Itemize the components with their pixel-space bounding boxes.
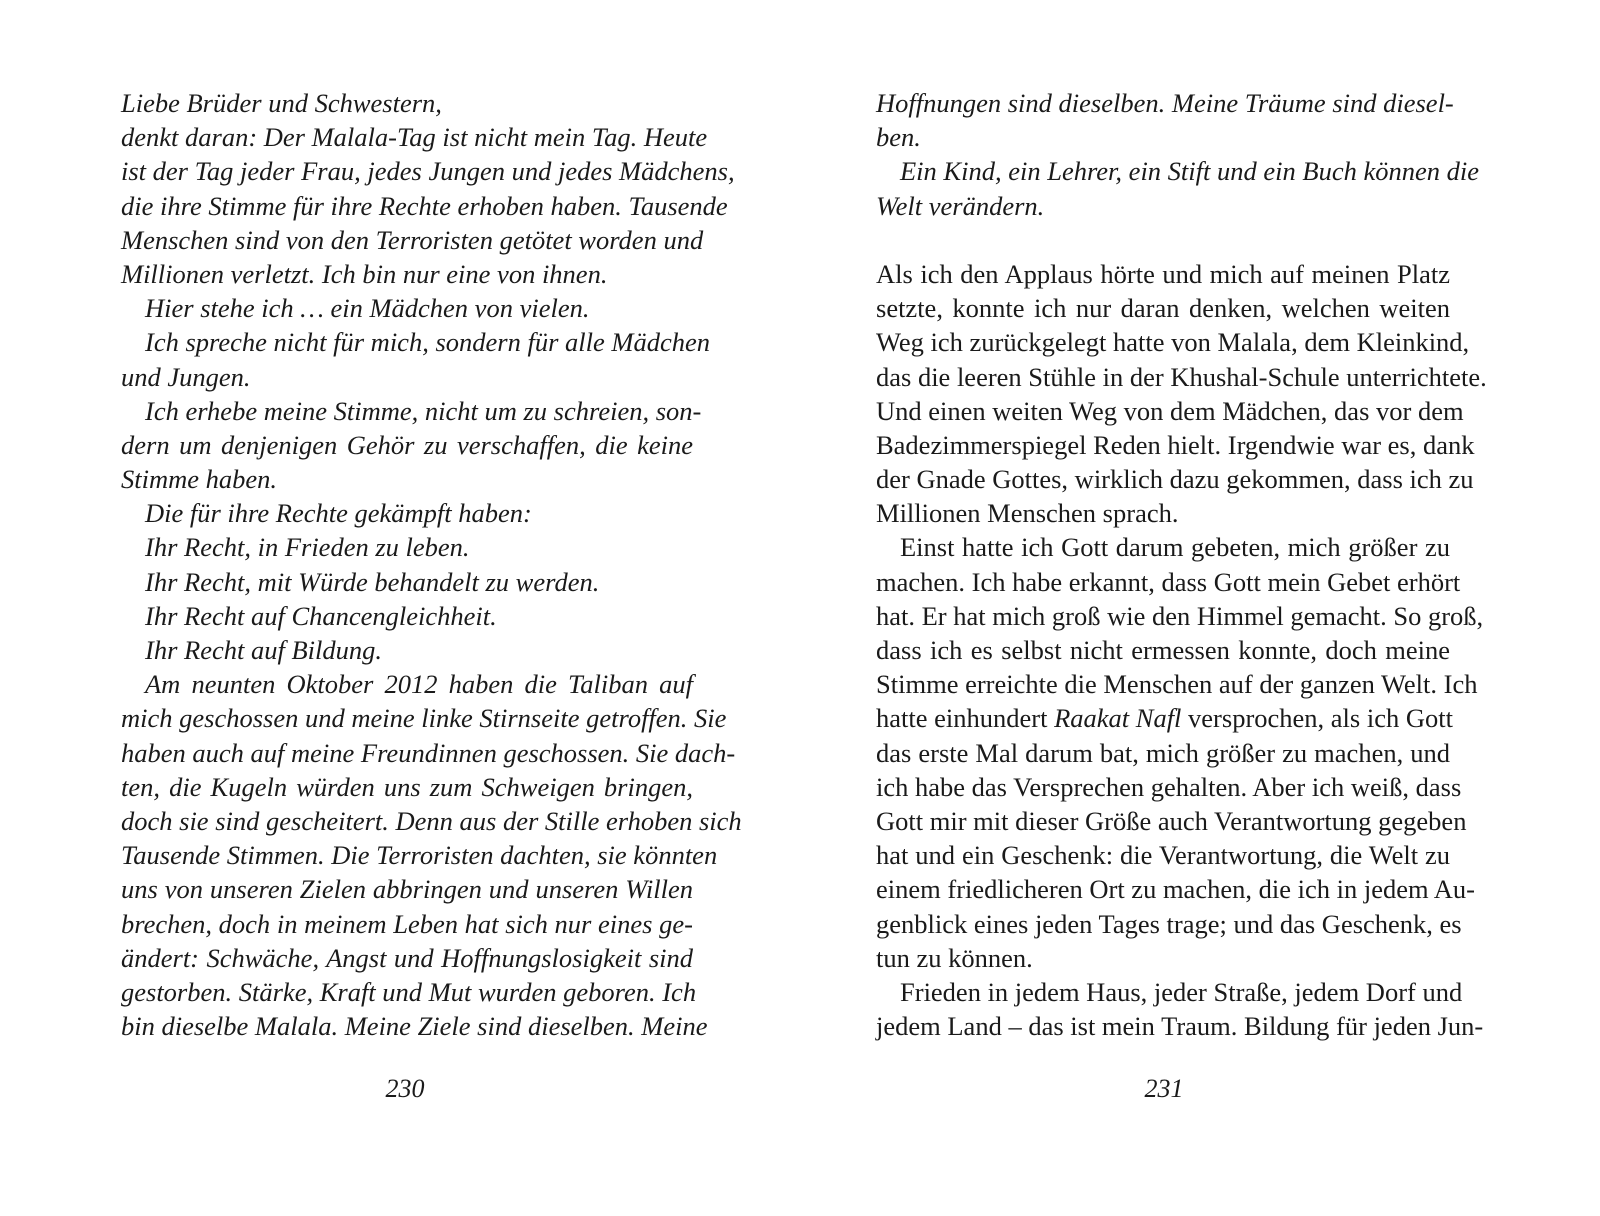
text-line: Ich erhebe meine Stimme, nicht um zu schreien, son- bbox=[145, 395, 702, 426]
text-fragment: hatte einhundert bbox=[876, 703, 1048, 734]
text-line: Ihr Recht auf Chancengleichheit. bbox=[145, 600, 497, 631]
text-line: Ihr Recht, in Frieden zu leben. bbox=[145, 532, 470, 563]
text-line: Hoffnungen sind dieselben. Meine Träume sind diesel- bbox=[876, 88, 1454, 118]
text-line: einem friedlicheren Ort zu machen, die ich in jedem Au- bbox=[876, 874, 1475, 905]
text-line: Ihr Recht, mit Würde behandelt zu werden. bbox=[145, 566, 600, 597]
text-line bbox=[876, 701, 1453, 735]
text-line: Ein Kind, ein Lehrer, ein Stift und ein Buch können die bbox=[900, 156, 1479, 187]
text-fragment: versprochen, als ich Gott bbox=[1188, 703, 1453, 734]
text-line: genblick eines jeden Tages trage; und das Geschenk, es bbox=[876, 908, 1462, 939]
text-line: dern um denjenigen Gehör zu verschaffen, die keine bbox=[121, 429, 693, 460]
text-line: Ihr Recht auf Bildung. bbox=[145, 635, 382, 665]
right-page bbox=[800, 0, 1600, 1216]
text-line: hat. Er hat mich groß wie den Himmel gemacht. So groß, bbox=[876, 600, 1484, 631]
text-line: ben. bbox=[876, 122, 921, 153]
text-line: ändert: Schwäche, Angst und Hoffnungslosigkeit sind bbox=[121, 942, 693, 973]
text-line: doch sie sind gescheitert. Denn aus der Stille erhoben sich bbox=[121, 805, 742, 836]
text-line: Gott mir mit dieser Größe auch Verantwortung gegeben bbox=[876, 805, 1467, 836]
text-line: dass ich es selbst nicht ermessen konnte, doch meine bbox=[876, 635, 1450, 665]
text-line: Und einen weiten Weg von dem Mädchen, das vor dem bbox=[876, 395, 1464, 426]
text-line: Badezimmerspiegel Reden hielt. Irgendwie war es, dank bbox=[876, 429, 1475, 460]
text-line: jedem Land – das ist mein Traum. Bildung für jeden Jun- bbox=[876, 1011, 1484, 1042]
text-line: und Jungen. bbox=[121, 361, 251, 392]
text-line: ist der Tag jeder Frau, jedes Jungen und jedes Mädchens, bbox=[121, 156, 735, 187]
text-line: Stimme haben. bbox=[121, 464, 278, 495]
page-number: 231 bbox=[1144, 1074, 1184, 1103]
text-line: Liebe Brüder und Schwestern, bbox=[121, 88, 442, 118]
text-line: Millionen verletzt. Ich bin nur eine von ihnen. bbox=[121, 258, 608, 289]
text-line: die ihre Stimme für ihre Rechte erhoben haben. Tausende bbox=[121, 190, 728, 221]
text-line: Tausende Stimmen. Die Terroristen dachten, sie könnten bbox=[121, 840, 718, 871]
text-line: Am neunten Oktober 2012 haben die Taliban auf bbox=[145, 669, 693, 700]
text-line: Die für ihre Rechte gekämpft haben: bbox=[145, 498, 532, 529]
text-line: tun zu können. bbox=[876, 942, 1033, 973]
text-line: Einst hatte ich Gott darum gebeten, mich größer zu bbox=[900, 532, 1450, 563]
text-line: setzte, konnte ich nur daran denken, welchen weiten bbox=[876, 293, 1450, 324]
right-page-text bbox=[876, 86, 1487, 1043]
text-line: bin dieselbe Malala. Meine Ziele sind dieselben. Meine bbox=[121, 1011, 708, 1042]
left-page-text bbox=[121, 86, 742, 1043]
text-line: ich habe das Versprechen gehalten. Aber ich weiß, dass bbox=[876, 771, 1462, 802]
text-line: Millionen Menschen sprach. bbox=[876, 498, 1179, 529]
text-line: machen. Ich habe erkannt, dass Gott mein Gebet erhört bbox=[876, 566, 1461, 597]
italic-term: Raakat Nafl bbox=[1054, 703, 1182, 734]
text-line: brechen, doch in meinem Leben hat sich nur eines ge- bbox=[121, 908, 693, 939]
text-line: mich geschossen und meine linke Stirnseite getroffen. Sie bbox=[121, 703, 727, 734]
text-line: Ich spreche nicht für mich, sondern für alle Mädchen bbox=[145, 327, 710, 358]
text-line: Hier stehe ich … ein Mädchen von vielen. bbox=[145, 293, 590, 324]
text-line: haben auch auf meine Freundinnen geschossen. Sie dach- bbox=[121, 737, 736, 768]
text-line: uns von unseren Zielen abbringen und unseren Willen bbox=[121, 874, 693, 905]
text-line: der Gnade Gottes, wirklich dazu gekommen, dass ich zu bbox=[876, 464, 1474, 495]
text-line: ten, die Kugeln würden uns zum Schweigen bringen, bbox=[121, 771, 693, 802]
text-line: das erste Mal darum bat, mich größer zu machen, und bbox=[876, 737, 1450, 768]
text-line: Welt verändern. bbox=[876, 190, 1045, 221]
section-gap bbox=[876, 223, 1450, 257]
text-line: hat und ein Geschenk: die Verantwortung, die Welt zu bbox=[876, 840, 1450, 871]
text-line: Als ich den Applaus hörte und mich auf meinen Platz bbox=[876, 258, 1450, 289]
text-line: Menschen sind von den Terroristen getötet worden und bbox=[121, 224, 704, 255]
page-number: 230 bbox=[385, 1074, 425, 1103]
text-line: gestorben. Stärke, Kraft und Mut wurden geboren. Ich bbox=[121, 976, 697, 1007]
text-line: denkt daran: Der Malala-Tag ist nicht mein Tag. Heute bbox=[121, 122, 708, 153]
text-line: Frieden in jedem Haus, jeder Straße, jedem Dorf und bbox=[900, 976, 1463, 1007]
text-line: Weg ich zurückgelegt hatte von Malala, dem Kleinkind, bbox=[876, 327, 1470, 358]
text-line: Stimme erreichte die Menschen auf der ganzen Welt. Ich bbox=[876, 669, 1478, 700]
text-line: das die leeren Stühle in der Khushal-Schule unterrichtete. bbox=[876, 361, 1487, 392]
